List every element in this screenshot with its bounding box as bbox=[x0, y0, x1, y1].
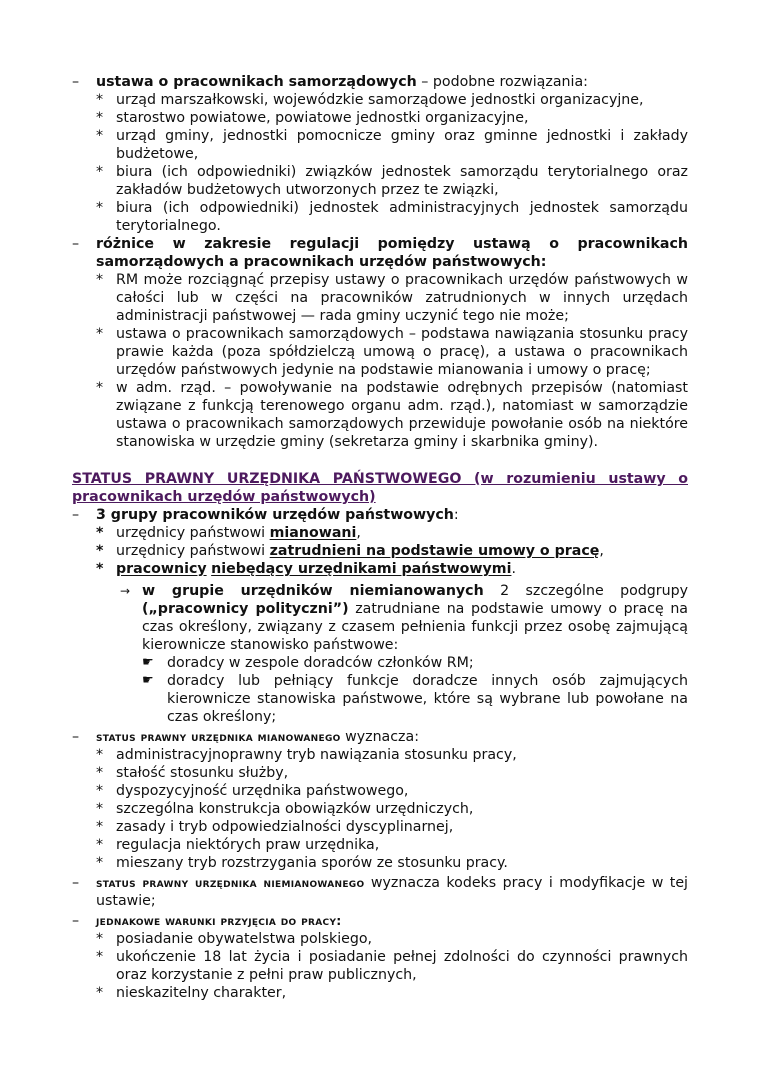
dash-bullet: – bbox=[72, 729, 80, 745]
list-item: * biura (ich odpowiedniki) związków jednostek samorządu terytorialnego oraz zakładów budżetowych utworzonych przez te związki, bbox=[96, 164, 688, 198]
list-item: * starostwo powiatowe, powiatowe jednostki organizacyjne, bbox=[96, 110, 529, 126]
sub-list-item: → w grupie urzędników niemianowanych 2 szczególne podgrupy („pracownicy polityczni”) zatrudniane na podstawie umowy o pracę na czas określony, związany z czasem pełnienia funkcji przez osobę zajmującą kierownicze stanowisko państwowe: bbox=[120, 583, 689, 653]
document-content bbox=[72, 73, 688, 1002]
emphasis: mianowani bbox=[269, 525, 357, 541]
dash-bullet: – bbox=[72, 507, 80, 523]
list-item: * ustawa o pracownikach samorządowych – podstawa nawiązania stosunku pracy prawie każda (poza spółdzielczą umową o pracę), a ustawa o pracownikach urzędów państwowych jedynie na podstawie mianowania i umowy o pracę; bbox=[96, 326, 688, 378]
list-item: * dyspozycyjność urzędnika państwowego, bbox=[96, 783, 409, 799]
emphasis: niebędący urzędnikami państwowymi bbox=[211, 561, 512, 577]
list-item: * regulacja niektórych praw urzędnika, bbox=[96, 837, 380, 853]
list-item: * biura (ich odpowiedniki) jednostek administracyjnych jednostek samorządu terytorialnego. bbox=[96, 200, 688, 234]
list-item: * w adm. rząd. – powoływanie na podstawie odrębnych przepisów (natomiast związane z funkcją terenowego organu adm. rząd.), natomiast w samorządzie ustawa o pracownikach samorządowych przewiduje powołanie osób na niektóre stanowiska w urzędzie gminy (sekretarza gminy i skarbnika gminy). bbox=[96, 380, 688, 450]
item-title: jednakowe warunki przyjęcia do pracy: bbox=[96, 913, 342, 928]
dash-bullet: – bbox=[72, 875, 80, 891]
emphasis: pracownicy bbox=[116, 561, 207, 577]
item-title: 3 grupy pracowników urzędów państwowych bbox=[96, 507, 454, 523]
item-title: status prawny urzędnika mianowanego bbox=[96, 729, 341, 744]
list-item-status-niemianowanego: – status prawny urzędnika niemianowanego wyznacza kodeks pracy i modyfikacje w tej ustawie; bbox=[72, 875, 689, 909]
list-item-roznice bbox=[72, 235, 688, 271]
dash-bullet: – bbox=[72, 74, 80, 90]
dash-bullet: – bbox=[72, 236, 80, 252]
item-title: ustawa o pracownikach samorządowych bbox=[96, 74, 417, 90]
list-item: * posiadanie obywatelstwa polskiego, bbox=[96, 931, 373, 947]
list-item: * nieskazitelny charakter, bbox=[96, 985, 287, 1001]
list-item-3-grupy: – 3 grupy pracowników urzędów państwowych: bbox=[72, 507, 459, 523]
list-item: * urząd marszałkowski, wojewódzkie samorządowe jednostki organizacyjne, bbox=[96, 92, 644, 108]
sub-sub-list-item: ☛ doradcy lub pełniący funkcje doradcze innych osób zajmujących kierownicze stanowiska państwowe, które są wybrane lub powołane na czas określony; bbox=[142, 673, 688, 725]
list-item: * ukończenie 18 lat życia i posiadanie pełnej zdolności do czynności prawnych oraz korzystanie z pełni praw publicznych, bbox=[96, 949, 688, 983]
list-item: * pracownicy niebędący urzędnikami państwowymi. bbox=[96, 561, 516, 577]
list-item-warunki-przyjecia bbox=[72, 912, 688, 930]
list-item: * RM może rozciągnąć przepisy ustawy o pracownikach urzędów państwowych w całości lub w części na pracowników zatrudnionych w innych urzędach administracji państwowej — rada gminy uczynić tego nie może; bbox=[96, 272, 688, 324]
list-item-status-mianowanego: – status prawny urzędnika mianowanego wyznacza: bbox=[72, 729, 419, 745]
pointing-hand-icon: ☛ bbox=[142, 655, 154, 670]
list-item: * zasady i tryb odpowiedzialności dyscyplinarnej, bbox=[96, 819, 454, 835]
dash-bullet: – bbox=[72, 913, 80, 929]
item-title: status prawny urzędnika niemianowanego bbox=[96, 875, 365, 890]
list-item: * mieszany tryb rozstrzygania sporów ze stosunku pracy. bbox=[96, 855, 508, 871]
list-item: * urzędnicy państwowi zatrudnieni na podstawie umowy o pracę, bbox=[96, 543, 604, 559]
list-item: * urzędnicy państwowi mianowani, bbox=[96, 525, 361, 541]
section-heading: STATUS PRAWNY URZĘDNIKA PAŃSTWOWEGO (w rozumieniu ustawy o pracownikach urzędów państwowych) bbox=[72, 471, 688, 505]
list-item-ustawa-samorzadowa: – ustawa o pracownikach samorządowych – podobne rozwiązania: bbox=[72, 74, 588, 90]
sub-sub-list-item: ☛ doradcy w zespole doradców członków RM; bbox=[142, 655, 474, 671]
arrow-icon: → bbox=[120, 584, 131, 598]
pointing-hand-icon: ☛ bbox=[142, 673, 154, 688]
list-item: * urząd gminy, jednostki pomocnicze gminy oraz gminne jednostki i zakłady budżetowe, bbox=[96, 128, 688, 162]
list-item: * stałość stosunku służby, bbox=[96, 765, 289, 781]
list-item: * administracyjnoprawny tryb nawiązania stosunku pracy, bbox=[96, 747, 517, 763]
item-title: różnice w zakresie regulacji pomiędzy ustawą o pracownikach samorządowych a pracownikach urzędów państwowych: bbox=[96, 236, 688, 270]
list-item: * szczególna konstrukcja obowiązków urzędniczych, bbox=[96, 801, 474, 817]
emphasis: zatrudnieni na podstawie umowy o pracę bbox=[269, 543, 600, 559]
